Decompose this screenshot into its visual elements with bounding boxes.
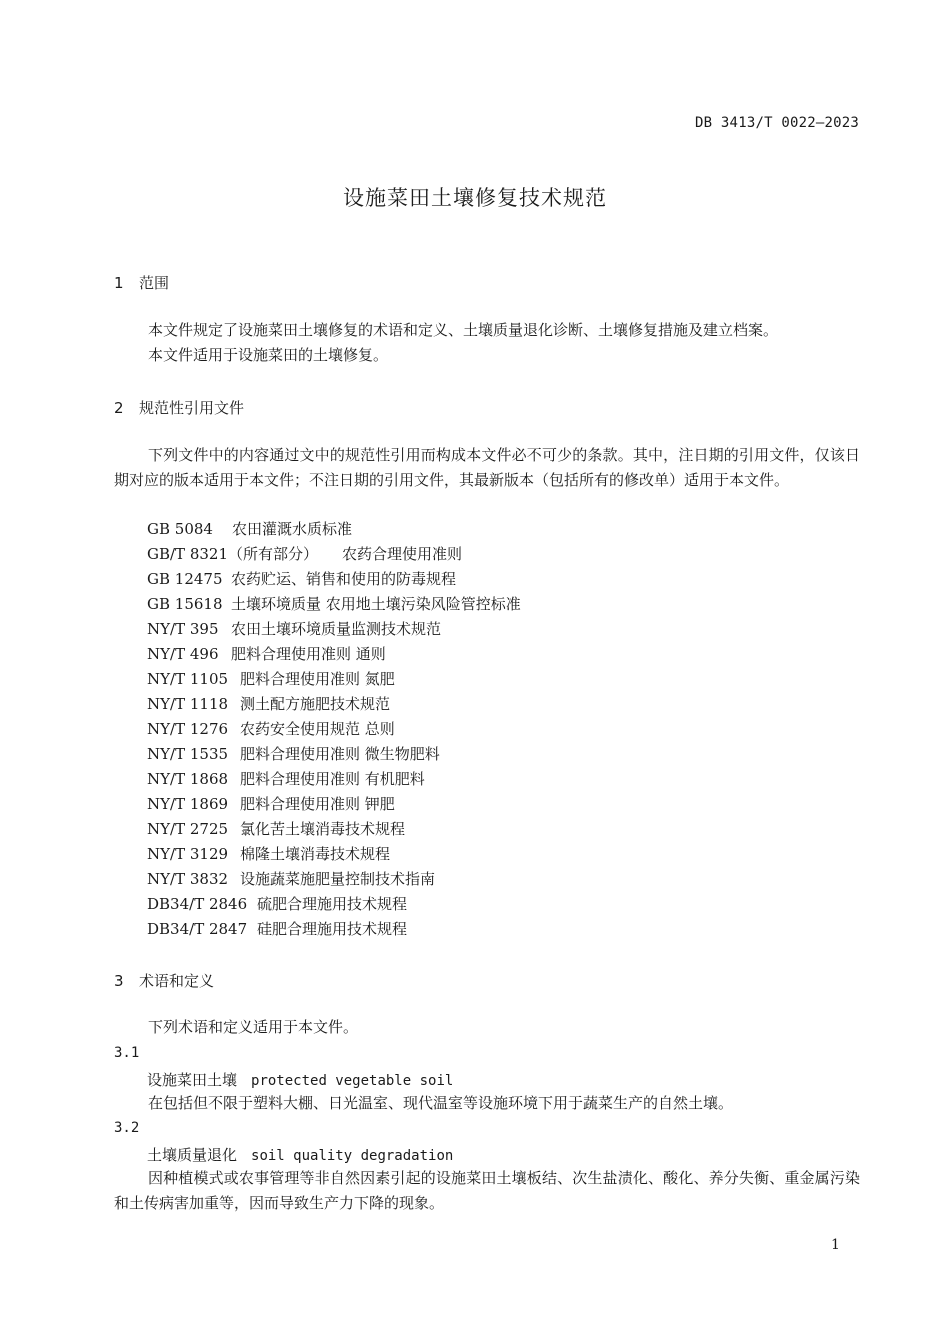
section-number: 2 bbox=[114, 399, 124, 417]
reference-code: NY/T 496 bbox=[147, 645, 219, 663]
term-chinese: 设施菜田土壤 bbox=[147, 1071, 238, 1089]
scope-paragraph-2: 本文件适用于设施菜田的土壤修复。 bbox=[148, 346, 389, 364]
reference-name: 硫肥合理施用技术规程 bbox=[257, 895, 408, 913]
reference-name: 农药安全使用规范 总则 bbox=[240, 720, 395, 738]
section-title: 规范性引用文件 bbox=[139, 399, 245, 417]
reference-code: DB34/T 2847 bbox=[147, 920, 248, 938]
standard-code: DB 3413/T 0022—2023 bbox=[695, 115, 859, 131]
section-number: 3 bbox=[114, 972, 124, 990]
reference-item bbox=[147, 867, 521, 892]
reference-code: NY/T 1276 bbox=[147, 720, 229, 738]
term-chinese: 土壤质量退化 bbox=[147, 1146, 238, 1164]
section-number: 1 bbox=[114, 274, 124, 292]
section-3-heading bbox=[114, 970, 214, 991]
reference-name: 测土配方施肥技术规范 bbox=[240, 695, 391, 713]
reference-code: NY/T 1105 bbox=[147, 670, 229, 688]
section-title: 术语和定义 bbox=[139, 972, 215, 990]
reference-code: NY/T 1868 bbox=[147, 770, 229, 788]
references-intro: 下列文件中的内容通过文中的规范性引用而构成本文件必不可少的条款。其中，注日期的引用文件，仅该日期对应的版本适用于本文件；不注日期的引用文件，其最新版本（包括所有的修改单）适用于本文件。 bbox=[114, 446, 860, 489]
reference-name: 肥料合理使用准则 通则 bbox=[231, 645, 386, 663]
reference-name: 设施蔬菜施肥量控制技术指南 bbox=[240, 870, 436, 888]
reference-name: 氯化苦土壤消毒技术规程 bbox=[240, 820, 406, 838]
document-title: 设施菜田土壤修复技术规范 bbox=[343, 186, 607, 210]
reference-item bbox=[147, 917, 521, 942]
reference-name: 农田土壤环境质量监测技术规范 bbox=[231, 620, 442, 638]
reference-name: 农药合理使用准则 bbox=[342, 545, 463, 563]
reference-item bbox=[147, 717, 521, 742]
reference-code: NY/T 2725 bbox=[147, 820, 229, 838]
reference-item bbox=[147, 892, 521, 917]
reference-name: 农田灌溉水质标准 bbox=[232, 520, 353, 538]
section-title: 范围 bbox=[139, 274, 170, 292]
term-definition: 在包括但不限于塑料大棚、日光温室、现代温室等设施环境下用于蔬菜生产的自然土壤。 bbox=[148, 1094, 734, 1112]
term-number: 3.1 bbox=[114, 1045, 140, 1061]
reference-item bbox=[147, 567, 521, 592]
reference-code: NY/T 395 bbox=[147, 620, 219, 638]
reference-item bbox=[147, 692, 521, 717]
reference-name: 肥料合理使用准则 氮肥 bbox=[240, 670, 395, 688]
reference-item bbox=[147, 517, 521, 542]
reference-code: GB 15618 bbox=[147, 595, 223, 613]
reference-item bbox=[147, 617, 521, 642]
reference-code: NY/T 3129 bbox=[147, 845, 229, 863]
reference-item bbox=[147, 642, 521, 667]
reference-name: 硅肥合理施用技术规程 bbox=[257, 920, 408, 938]
reference-code: NY/T 1869 bbox=[147, 795, 229, 813]
reference-code: GB 12475 bbox=[147, 570, 223, 588]
reference-code: GB 5084 bbox=[147, 520, 213, 538]
reference-item bbox=[147, 842, 521, 867]
reference-code: GB/T 8321（所有部分） bbox=[147, 545, 319, 563]
reference-name: 肥料合理使用准则 钾肥 bbox=[240, 795, 395, 813]
section-1-heading bbox=[114, 272, 169, 293]
terms-intro: 下列术语和定义适用于本文件。 bbox=[148, 1018, 359, 1036]
term-heading bbox=[147, 1069, 453, 1090]
reference-item bbox=[147, 542, 521, 567]
reference-item bbox=[147, 767, 521, 792]
term-number: 3.2 bbox=[114, 1120, 140, 1136]
term-english: soil quality degradation bbox=[251, 1148, 454, 1164]
reference-item bbox=[147, 792, 521, 817]
section-2-heading bbox=[114, 397, 244, 418]
reference-code: NY/T 1535 bbox=[147, 745, 229, 763]
reference-name: 农药贮运、销售和使用的防毒规程 bbox=[231, 570, 457, 588]
reference-list bbox=[147, 517, 521, 942]
reference-item bbox=[147, 817, 521, 842]
reference-item bbox=[147, 592, 521, 617]
term-english: protected vegetable soil bbox=[251, 1073, 454, 1089]
term-definition: 因种植模式或农事管理等非自然因素引起的设施菜田土壤板结、次生盐渍化、酸化、养分失衡、重金属污染和土传病害加重等，因而导致生产力下降的现象。 bbox=[114, 1169, 860, 1212]
reference-item bbox=[147, 742, 521, 767]
reference-name: 棉隆土壤消毒技术规程 bbox=[240, 845, 391, 863]
reference-code: NY/T 1118 bbox=[147, 695, 229, 713]
reference-code: DB34/T 2846 bbox=[147, 895, 248, 913]
reference-code: NY/T 3832 bbox=[147, 870, 229, 888]
scope-paragraph-1: 本文件规定了设施菜田土壤修复的术语和定义、土壤质量退化诊断、土壤修复措施及建立档案。 bbox=[148, 321, 779, 339]
page-number: 1 bbox=[831, 1237, 840, 1253]
reference-name: 肥料合理使用准则 微生物肥料 bbox=[240, 745, 440, 763]
reference-name: 肥料合理使用准则 有机肥料 bbox=[240, 770, 425, 788]
term-heading bbox=[147, 1144, 453, 1165]
reference-item bbox=[147, 667, 521, 692]
reference-name: 土壤环境质量 农用地土壤污染风险管控标准 bbox=[231, 595, 521, 613]
